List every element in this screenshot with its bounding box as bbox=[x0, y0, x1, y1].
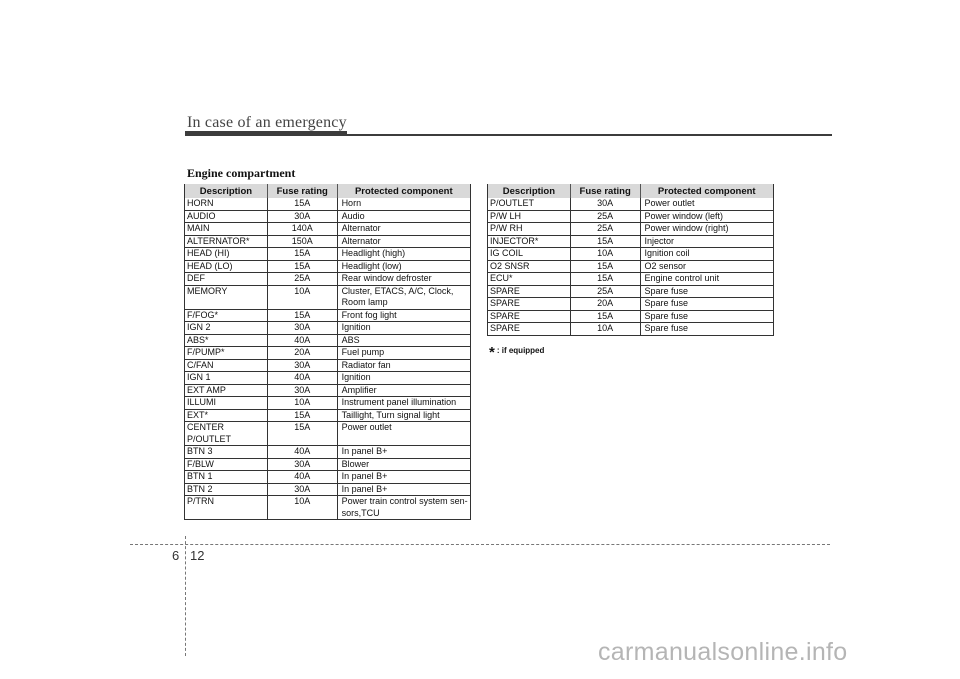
cell-fuse-rating: 40A bbox=[267, 446, 337, 459]
table-row bbox=[185, 496, 471, 520]
table-row bbox=[185, 397, 471, 410]
table-row bbox=[185, 446, 471, 459]
table-row bbox=[488, 298, 774, 311]
table-row bbox=[488, 223, 774, 236]
cell-fuse-rating: 10A bbox=[267, 496, 337, 520]
cell-protected-component: In panel B+ bbox=[337, 446, 470, 459]
cell-description: SPARE bbox=[488, 323, 571, 336]
cell-protected-component: Alternator bbox=[337, 223, 470, 236]
fuse-table-right bbox=[487, 184, 774, 336]
cell-fuse-rating: 150A bbox=[267, 235, 337, 248]
cell-protected-component: ABS bbox=[337, 334, 470, 347]
cell-protected-component: Power outlet bbox=[640, 198, 773, 210]
cell-fuse-rating: 15A bbox=[570, 273, 640, 286]
cell-protected-component: Instrument panel illumination bbox=[337, 397, 470, 410]
cell-protected-component: Ignition bbox=[337, 372, 470, 385]
cell-protected-component: O2 sensor bbox=[640, 260, 773, 273]
cell-protected-component: Spare fuse bbox=[640, 298, 773, 311]
cell-fuse-rating: 15A bbox=[570, 260, 640, 273]
cell-description: P/OUTLET bbox=[488, 198, 571, 210]
cell-fuse-rating: 140A bbox=[267, 223, 337, 236]
cell-fuse-rating: 10A bbox=[570, 248, 640, 261]
cell-description: ABS* bbox=[185, 334, 268, 347]
cell-fuse-rating: 10A bbox=[267, 397, 337, 410]
table-row bbox=[185, 422, 471, 446]
table-row bbox=[185, 471, 471, 484]
cell-description: HEAD (LO) bbox=[185, 260, 268, 273]
cell-description: BTN 3 bbox=[185, 446, 268, 459]
table-row bbox=[185, 198, 471, 210]
cell-description: EXT AMP bbox=[185, 384, 268, 397]
table-header-row bbox=[185, 184, 471, 198]
table-row bbox=[185, 483, 471, 496]
cell-fuse-rating: 25A bbox=[570, 223, 640, 236]
table-row bbox=[488, 210, 774, 223]
cell-fuse-rating: 40A bbox=[267, 334, 337, 347]
table-row bbox=[488, 323, 774, 336]
cell-description: P/W RH bbox=[488, 223, 571, 236]
cell-fuse-rating: 30A bbox=[267, 210, 337, 223]
table-row bbox=[185, 248, 471, 261]
cell-protected-component: Spare fuse bbox=[640, 285, 773, 298]
cell-description: ALTERNATOR* bbox=[185, 235, 268, 248]
cell-fuse-rating: 25A bbox=[570, 210, 640, 223]
cell-protected-component: Headlight (low) bbox=[337, 260, 470, 273]
table-row bbox=[488, 235, 774, 248]
cell-protected-component: In panel B+ bbox=[337, 471, 470, 484]
table-row bbox=[488, 285, 774, 298]
cell-protected-component: In panel B+ bbox=[337, 483, 470, 496]
cell-description: IGN 1 bbox=[185, 372, 268, 385]
cell-protected-component: Ignition coil bbox=[640, 248, 773, 261]
cell-fuse-rating: 20A bbox=[267, 347, 337, 360]
cell-description: SPARE bbox=[488, 285, 571, 298]
page-number-value: 12 bbox=[190, 548, 205, 563]
cell-fuse-rating: 15A bbox=[570, 235, 640, 248]
cell-fuse-rating: 15A bbox=[267, 309, 337, 322]
header-rule-thin bbox=[347, 134, 832, 136]
column-header-fuse-rating: Fuse rating bbox=[570, 184, 640, 198]
cell-description: EXT* bbox=[185, 409, 268, 422]
cell-protected-component: Radiator fan bbox=[337, 359, 470, 372]
cell-fuse-rating: 30A bbox=[267, 384, 337, 397]
cell-description: SPARE bbox=[488, 310, 571, 323]
table-row bbox=[185, 372, 471, 385]
cell-description: INJECTOR* bbox=[488, 235, 571, 248]
cell-protected-component: Rear window defroster bbox=[337, 273, 470, 286]
cell-protected-component: Injector bbox=[640, 235, 773, 248]
fuse-table-left bbox=[184, 184, 471, 520]
table-row bbox=[185, 384, 471, 397]
header-rule-thick bbox=[185, 131, 347, 136]
cell-protected-component: Fuel pump bbox=[337, 347, 470, 360]
cell-description: ILLUMI bbox=[185, 397, 268, 410]
table-row bbox=[185, 359, 471, 372]
footnote bbox=[489, 344, 544, 361]
column-header-description: Description bbox=[185, 184, 268, 198]
cell-protected-component: Power outlet bbox=[337, 422, 470, 446]
cell-fuse-rating: 15A bbox=[267, 409, 337, 422]
cell-description: SPARE bbox=[488, 298, 571, 311]
cell-protected-component: Engine control unit bbox=[640, 273, 773, 286]
cell-description: MEMORY bbox=[185, 285, 268, 309]
cell-description: HORN bbox=[185, 198, 268, 210]
cell-fuse-rating: 30A bbox=[267, 458, 337, 471]
footnote-text: : if equipped bbox=[496, 346, 545, 355]
cell-protected-component: Ignition bbox=[337, 322, 470, 335]
page-header-title: In case of an emergency bbox=[187, 114, 347, 131]
cell-description: DEF bbox=[185, 273, 268, 286]
cell-protected-component: Horn bbox=[337, 198, 470, 210]
cell-fuse-rating: 30A bbox=[267, 483, 337, 496]
table-row bbox=[185, 285, 471, 309]
cell-protected-component: Power train control system sen-sors,TCU bbox=[337, 496, 470, 520]
cell-protected-component: Power window (left) bbox=[640, 210, 773, 223]
table-row bbox=[185, 223, 471, 236]
table-header-row bbox=[488, 184, 774, 198]
cell-fuse-rating: 25A bbox=[570, 285, 640, 298]
cell-description: ECU* bbox=[488, 273, 571, 286]
cell-description: MAIN bbox=[185, 223, 268, 236]
cell-description: F/FOG* bbox=[185, 309, 268, 322]
footer-vertical-dashed-rule bbox=[185, 536, 186, 656]
cell-fuse-rating: 15A bbox=[267, 260, 337, 273]
cell-fuse-rating: 10A bbox=[267, 285, 337, 309]
cell-protected-component: Blower bbox=[337, 458, 470, 471]
cell-protected-component: Audio bbox=[337, 210, 470, 223]
fuse-table-left-body bbox=[185, 198, 471, 520]
column-header-fuse-rating: Fuse rating bbox=[267, 184, 337, 198]
table-row bbox=[185, 260, 471, 273]
cell-protected-component: Power window (right) bbox=[640, 223, 773, 236]
watermark-text: carmanualsonline.info bbox=[598, 638, 848, 666]
cell-fuse-rating: 15A bbox=[267, 198, 337, 210]
section-title: Engine compartment bbox=[187, 166, 296, 180]
cell-description: BTN 2 bbox=[185, 483, 268, 496]
table-row bbox=[185, 309, 471, 322]
table-row bbox=[488, 260, 774, 273]
cell-fuse-rating: 30A bbox=[267, 322, 337, 335]
cell-protected-component: Cluster, ETACS, A/C, Clock, Room lamp bbox=[337, 285, 470, 309]
footer-dashed-rule bbox=[130, 544, 830, 545]
table-row bbox=[488, 198, 774, 210]
table-row bbox=[185, 334, 471, 347]
cell-protected-component: Spare fuse bbox=[640, 323, 773, 336]
cell-fuse-rating: 20A bbox=[570, 298, 640, 311]
cell-protected-component: Taillight, Turn signal light bbox=[337, 409, 470, 422]
cell-fuse-rating: 15A bbox=[570, 310, 640, 323]
column-header-description: Description bbox=[488, 184, 571, 198]
cell-fuse-rating: 30A bbox=[570, 198, 640, 210]
cell-description: P/TRN bbox=[185, 496, 268, 520]
cell-protected-component: Headlight (high) bbox=[337, 248, 470, 261]
cell-description: C/FAN bbox=[185, 359, 268, 372]
table-row bbox=[185, 273, 471, 286]
cell-description: HEAD (HI) bbox=[185, 248, 268, 261]
cell-description: P/W LH bbox=[488, 210, 571, 223]
table-row bbox=[185, 458, 471, 471]
cell-protected-component: Front fog light bbox=[337, 309, 470, 322]
table-row bbox=[488, 248, 774, 261]
cell-fuse-rating: 10A bbox=[570, 323, 640, 336]
cell-protected-component: Alternator bbox=[337, 235, 470, 248]
cell-protected-component: Spare fuse bbox=[640, 310, 773, 323]
asterisk-symbol: * bbox=[489, 344, 495, 361]
cell-protected-component: Amplifier bbox=[337, 384, 470, 397]
cell-fuse-rating: 40A bbox=[267, 372, 337, 385]
cell-fuse-rating: 15A bbox=[267, 248, 337, 261]
cell-fuse-rating: 25A bbox=[267, 273, 337, 286]
cell-fuse-rating: 30A bbox=[267, 359, 337, 372]
cell-description: IGN 2 bbox=[185, 322, 268, 335]
cell-fuse-rating: 15A bbox=[267, 422, 337, 446]
cell-description: F/PUMP* bbox=[185, 347, 268, 360]
cell-description: F/BLW bbox=[185, 458, 268, 471]
table-row bbox=[185, 210, 471, 223]
cell-description: CENTER P/OUTLET bbox=[185, 422, 268, 446]
page-section-number: 6 bbox=[172, 548, 180, 563]
column-header-protected-component: Protected component bbox=[337, 184, 470, 198]
cell-description: IG COIL bbox=[488, 248, 571, 261]
cell-description: AUDIO bbox=[185, 210, 268, 223]
table-row bbox=[185, 235, 471, 248]
cell-description: O2 SNSR bbox=[488, 260, 571, 273]
table-row bbox=[185, 347, 471, 360]
table-row bbox=[488, 273, 774, 286]
table-row bbox=[488, 310, 774, 323]
cell-description: BTN 1 bbox=[185, 471, 268, 484]
fuse-table-right-body bbox=[488, 198, 774, 335]
column-header-protected-component: Protected component bbox=[640, 184, 773, 198]
table-row bbox=[185, 409, 471, 422]
cell-fuse-rating: 40A bbox=[267, 471, 337, 484]
table-row bbox=[185, 322, 471, 335]
